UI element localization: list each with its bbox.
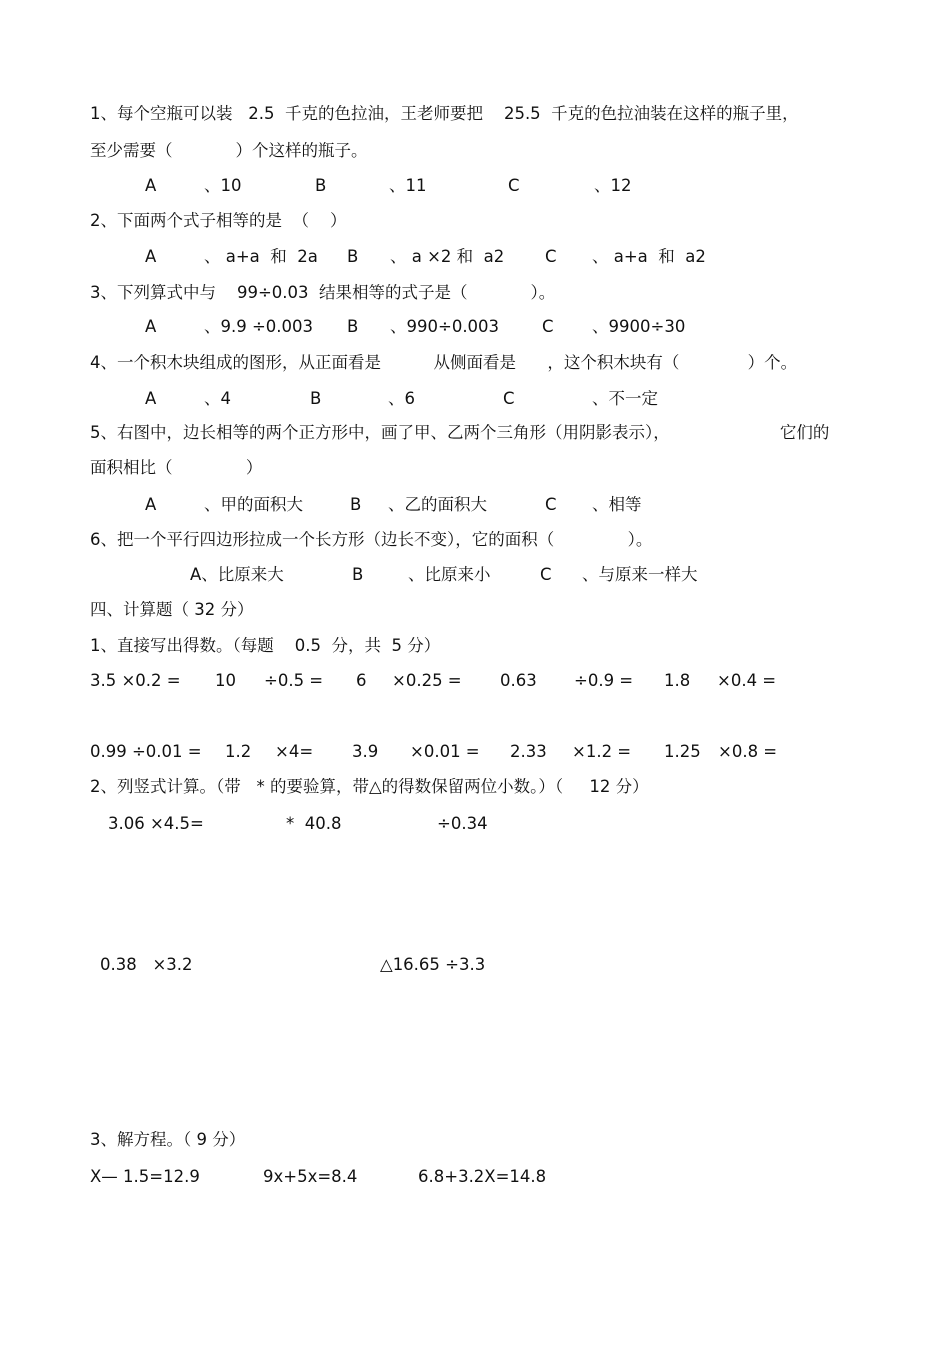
- section-4-title: 四、计算题（ 32 分）: [90, 600, 254, 619]
- part-2-title: 2、列竖式计算。（带 * 的要验算，带△的得数保留两位小数。）（ 12 分）: [90, 777, 649, 796]
- q5-option-c-text: 、相等: [592, 495, 642, 514]
- part-1-title: 1、直接写出得数。（每题 0.5 分，共 5 分）: [90, 636, 441, 655]
- question-3-text: 3、下列算式中与 99÷0.03 结果相等的式子是（ ）。: [90, 283, 556, 302]
- q5-option-b-text: 、乙的面积大: [388, 495, 487, 514]
- equation-item: 6.8+3.2X=14.8: [418, 1167, 547, 1186]
- question-1-text-cont: 至少需要（ ）个这样的瓶子。: [90, 141, 368, 160]
- mental-math-item: 10: [215, 671, 236, 690]
- mental-math-item: ×0.01 =: [410, 742, 480, 761]
- q4-option-c-text: 、不一定: [592, 389, 658, 408]
- q2-option-c-letter: C: [545, 247, 557, 266]
- mental-math-item: 1.8: [664, 671, 691, 690]
- q2-option-c-text: 、 a+a 和 a2: [592, 247, 706, 266]
- equation-item: X— 1.5=12.9: [90, 1167, 200, 1186]
- question-6-text: 6、把一个平行四边形拉成一个长方形（边长不变），它的面积（ ）。: [90, 530, 653, 549]
- q1-option-b-letter: B: [315, 176, 327, 195]
- q1-option-a-letter: A: [145, 176, 157, 195]
- question-1-text: 1、每个空瓶可以装 2.5 千克的色拉油，王老师要把 25.5 千克的色拉油装在这样的瓶子里，: [90, 104, 799, 123]
- q5-option-b-letter: B: [350, 495, 362, 514]
- mental-math-item: 0.99 ÷0.01 =: [90, 742, 202, 761]
- mental-math-item: 0.63: [500, 671, 537, 690]
- q4-option-a-text: 、4: [204, 389, 231, 408]
- q3-option-c-letter: C: [542, 317, 554, 336]
- mental-math-item: 3.9: [352, 742, 379, 761]
- q5-option-a-letter: A: [145, 495, 157, 514]
- mental-math-item: ×1.2 =: [572, 742, 632, 761]
- vertical-calc-item: 3.06 ×4.5=: [108, 814, 204, 833]
- vertical-calc-item: △16.65 ÷3.3: [380, 955, 486, 974]
- question-5-text-cont: 面积相比（ ）: [90, 458, 263, 477]
- q3-option-a-text: 、9.9 ÷0.003: [204, 317, 314, 336]
- q6-option-c-text: 、与原来一样大: [582, 565, 698, 584]
- q4-option-c-letter: C: [503, 389, 515, 408]
- q3-option-a-letter: A: [145, 317, 157, 336]
- vertical-calc-item: * 40.8: [286, 814, 342, 833]
- mental-math-item: ×0.25 =: [392, 671, 462, 690]
- mental-math-item: 1.2: [225, 742, 252, 761]
- question-5-text: 5、右图中，边长相等的两个正方形中，画了甲、乙两个三角形（用阴影表示）， 它们的: [90, 423, 830, 442]
- question-2-text: 2、下面两个式子相等的是 （ ）: [90, 211, 347, 230]
- mental-math-item: 3.5 ×0.2 =: [90, 671, 181, 690]
- q2-option-a-text: 、 a+a 和 2a: [204, 247, 318, 266]
- part-3-title: 3、解方程。（ 9 分）: [90, 1130, 246, 1149]
- vertical-calc-item: 0.38 ×3.2: [100, 955, 193, 974]
- q6-option-b-text: 、比原来小: [408, 565, 491, 584]
- mental-math-item: 1.25: [664, 742, 701, 761]
- q4-option-b-text: 、6: [388, 389, 415, 408]
- mental-math-item: ÷0.9 =: [574, 671, 634, 690]
- q6-option-b-letter: B: [352, 565, 364, 584]
- q3-option-b-letter: B: [347, 317, 359, 336]
- equation-item: 9x+5x=8.4: [263, 1167, 358, 1186]
- mental-math-item: 2.33: [510, 742, 547, 761]
- q5-option-a-text: 、甲的面积大: [204, 495, 303, 514]
- q5-option-c-letter: C: [545, 495, 557, 514]
- mental-math-item: ×0.4 =: [717, 671, 777, 690]
- q6-option-c-letter: C: [540, 565, 552, 584]
- q2-option-b-letter: B: [347, 247, 359, 266]
- question-4-text: 4、一个积木块组成的图形，从正面看是 从侧面看是 ，这个积木块有（ ）个。: [90, 353, 798, 372]
- q4-option-a-letter: A: [145, 389, 157, 408]
- mental-math-item: 6: [356, 671, 367, 690]
- vertical-calc-item: ÷0.34: [437, 814, 488, 833]
- q2-option-b-text: 、 a ×2 和 a2: [390, 247, 505, 266]
- q2-option-a-letter: A: [145, 247, 157, 266]
- mental-math-item: ×4=: [275, 742, 314, 761]
- mental-math-item: ÷0.5 =: [264, 671, 324, 690]
- q1-option-c-text: 、12: [594, 176, 632, 195]
- q1-option-b-text: 、11: [389, 176, 427, 195]
- q1-option-c-letter: C: [508, 176, 520, 195]
- mental-math-item: ×0.8 =: [718, 742, 778, 761]
- q6-option-a: A、比原来大: [190, 565, 284, 584]
- q1-option-a-text: 、10: [204, 176, 242, 195]
- q4-option-b-letter: B: [310, 389, 322, 408]
- q3-option-b-text: 、990÷0.003: [390, 317, 500, 336]
- q3-option-c-text: 、9900÷30: [592, 317, 686, 336]
